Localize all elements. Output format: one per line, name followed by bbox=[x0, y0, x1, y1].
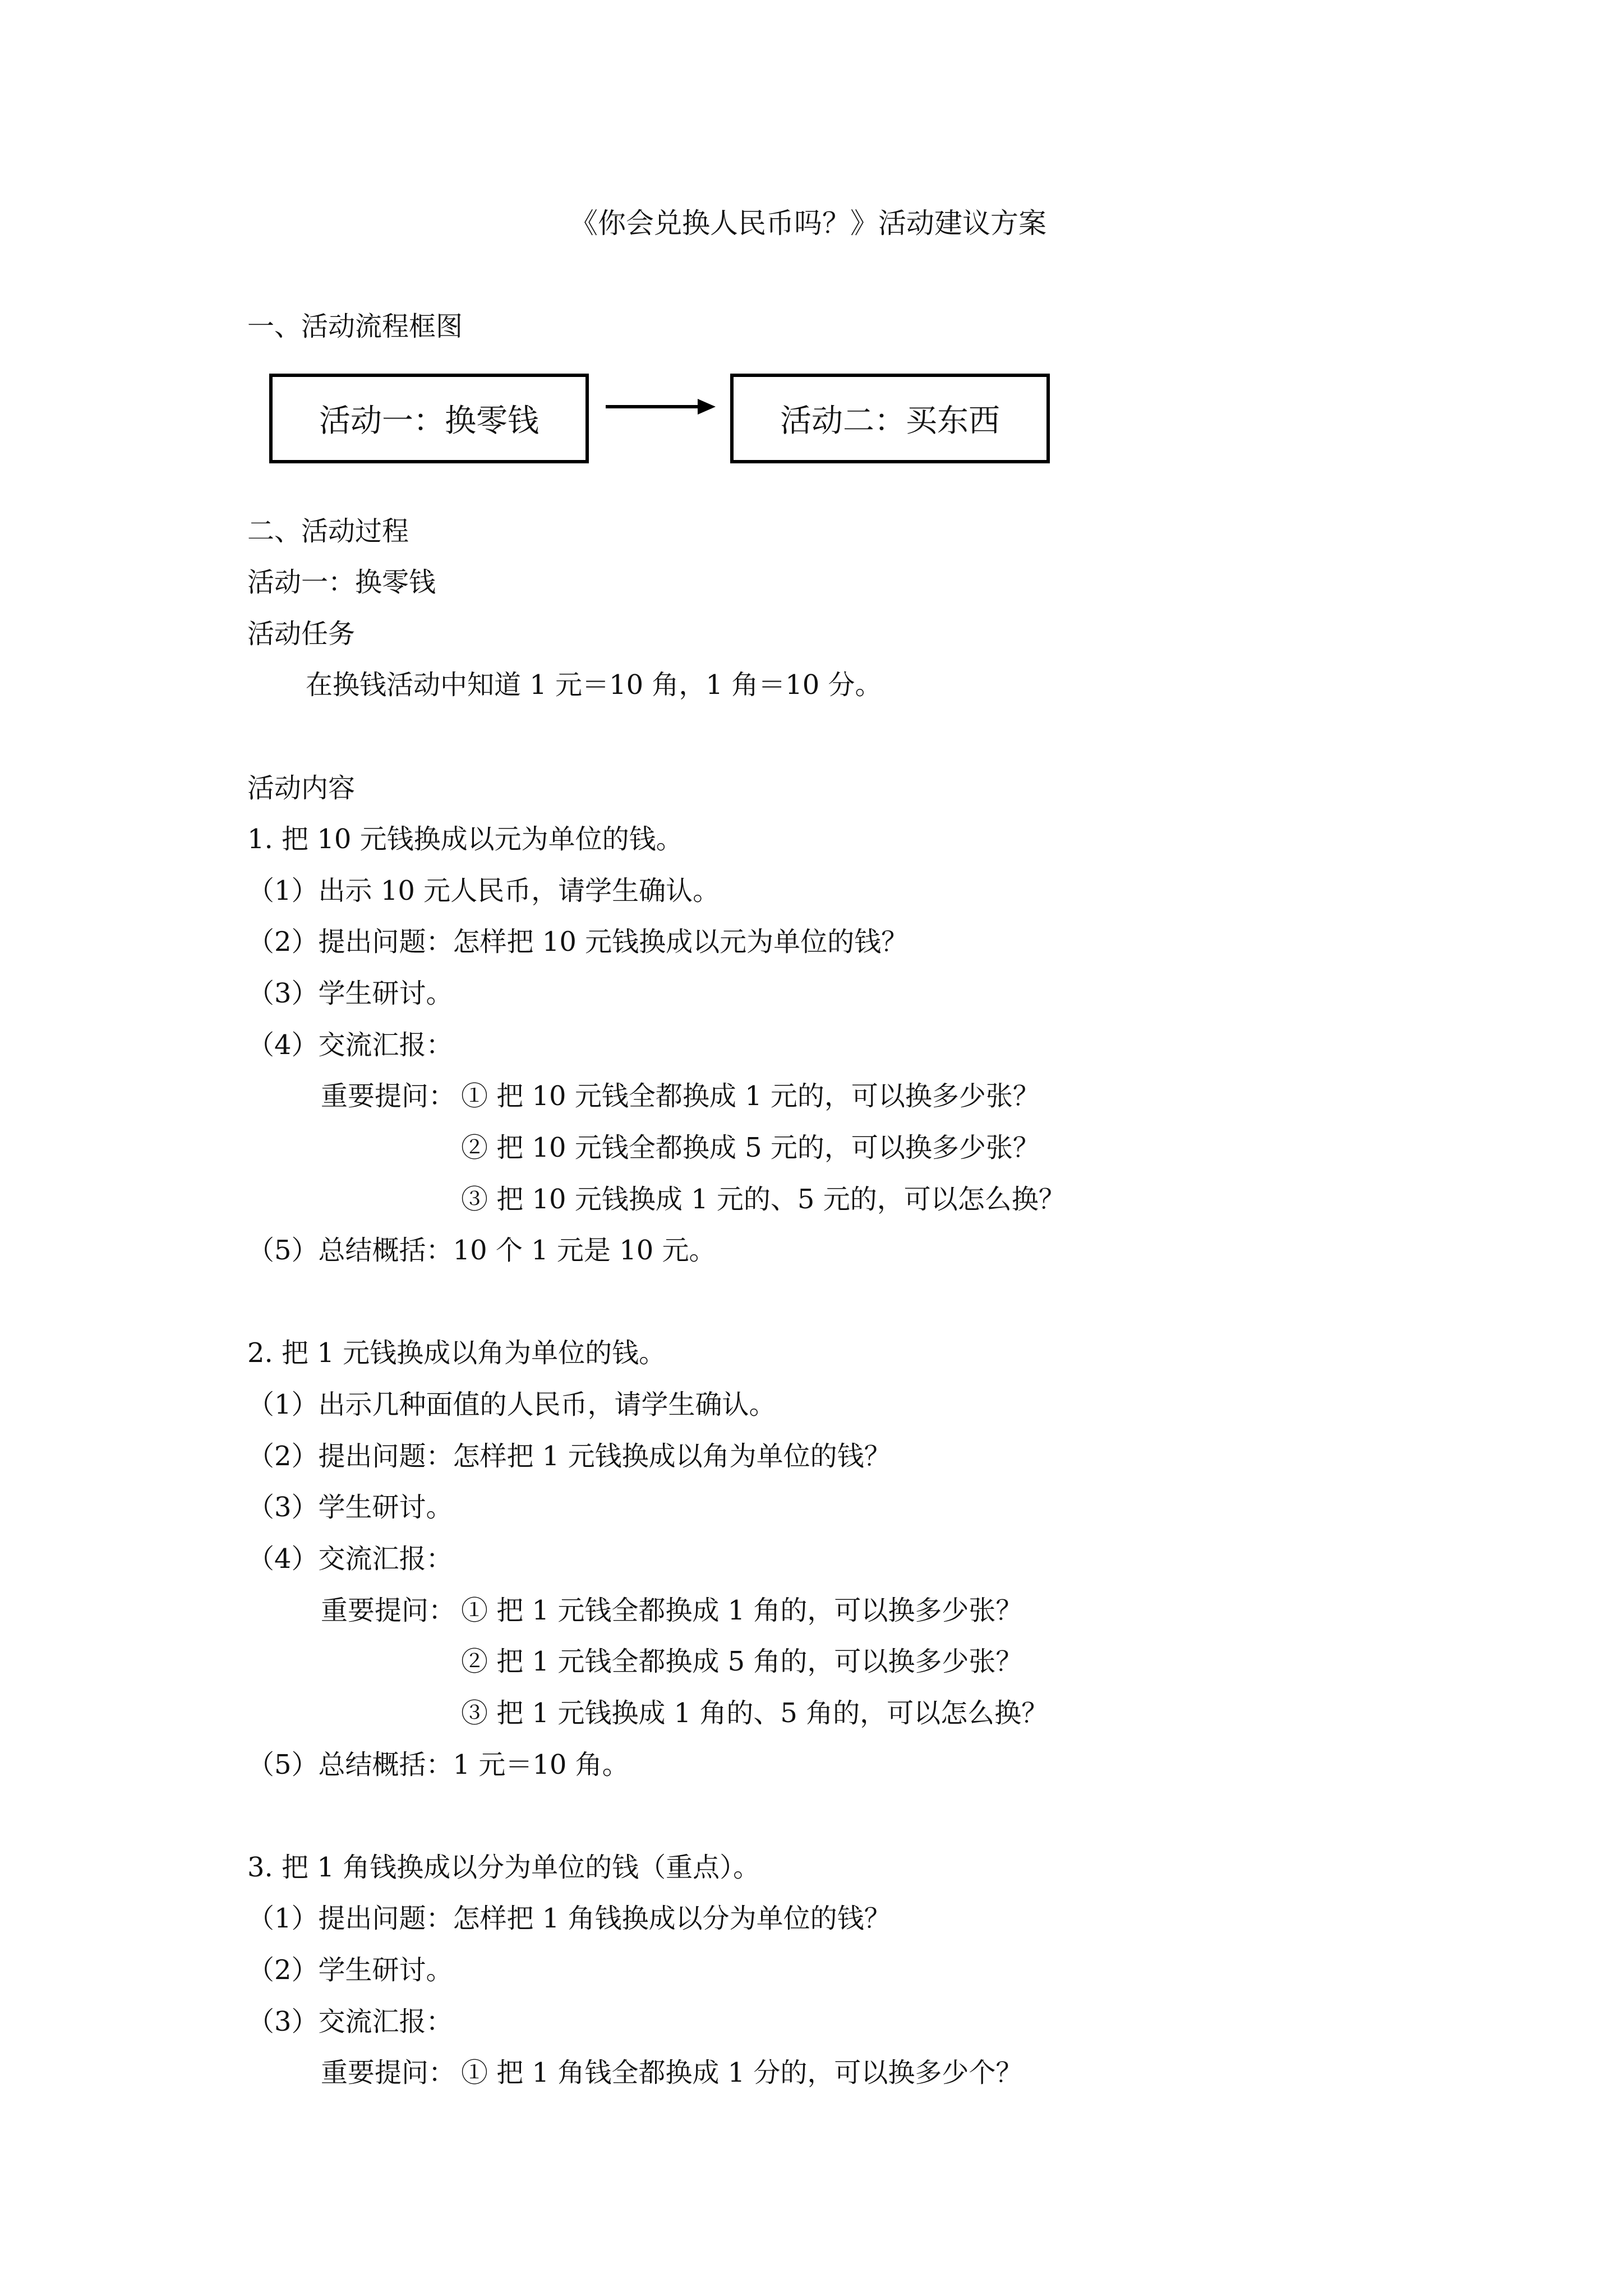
item2-heading: 2. 把 1 元钱换成以角为单位的钱。 bbox=[247, 1337, 666, 1369]
item1-question1: ① 把 10 元钱全都换成 1 元的，可以换多少张？ bbox=[461, 1080, 1040, 1112]
content-label: 活动内容 bbox=[247, 772, 356, 804]
item2-step3: （3）学生研讨。 bbox=[247, 1492, 453, 1523]
item2-question2: ② 把 1 元钱全都换成 5 角的，可以换多少张？ bbox=[461, 1646, 1023, 1677]
flow-arrow-icon bbox=[606, 395, 718, 418]
item1-question-label: 重要提问： bbox=[321, 1080, 456, 1112]
item3-step2: （2）学生研讨。 bbox=[247, 1954, 453, 1986]
flow-box-activity1-label: 活动一：换零钱 bbox=[319, 403, 539, 439]
flow-box-activity2 bbox=[730, 374, 1050, 463]
task-label: 活动任务 bbox=[247, 618, 356, 650]
item1-step4: （4）交流汇报： bbox=[247, 1029, 453, 1061]
item2-step2: （2）提出问题：怎样把 1 元钱换成以角为单位的钱？ bbox=[247, 1441, 891, 1472]
document-title: 《你会兑换人民币吗？》活动建议方案 bbox=[570, 207, 1046, 240]
item2-summary: （5）总结概括：1 元＝10 角。 bbox=[247, 1749, 629, 1780]
item1-step1: （1）出示 10 元人民币，请学生确认。 bbox=[247, 875, 720, 907]
task-text: 在换钱活动中知道 1 元＝10 角，1 角＝10 分。 bbox=[306, 669, 882, 701]
item1-summary: （5）总结概括：10 个 1 元是 10 元。 bbox=[247, 1235, 716, 1266]
item1-heading: 1. 把 10 元钱换成以元为单位的钱。 bbox=[247, 823, 683, 855]
item1-step3: （3）学生研讨。 bbox=[247, 978, 453, 1009]
section2-heading: 二、活动过程 bbox=[247, 516, 409, 547]
flow-box-activity1 bbox=[269, 374, 589, 463]
item2-step4: （4）交流汇报： bbox=[247, 1543, 453, 1575]
item1-question2: ② 把 10 元钱全都换成 5 元的，可以换多少张？ bbox=[461, 1132, 1040, 1163]
item3-question-label: 重要提问： bbox=[321, 2057, 456, 2088]
item3-step3: （3）交流汇报： bbox=[247, 2006, 453, 2037]
item2-question-label: 重要提问： bbox=[321, 1595, 456, 1626]
item2-step1: （1）出示几种面值的人民币，请学生确认。 bbox=[247, 1389, 776, 1420]
section1-heading: 一、活动流程框图 bbox=[247, 311, 463, 342]
item3-step1: （1）提出问题：怎样把 1 角钱换成以分为单位的钱？ bbox=[247, 1903, 891, 1934]
activity1-heading: 活动一：换零钱 bbox=[247, 567, 436, 598]
item2-question3: ③ 把 1 元钱换成 1 角的、5 角的，可以怎么换？ bbox=[461, 1697, 1049, 1729]
item1-question3: ③ 把 10 元钱换成 1 元的、5 元的，可以怎么换？ bbox=[461, 1184, 1066, 1215]
item3-heading: 3. 把 1 角钱换成以分为单位的钱（重点）。 bbox=[247, 1852, 760, 1883]
item1-step2: （2）提出问题：怎样把 10 元钱换成以元为单位的钱？ bbox=[247, 926, 909, 958]
flow-box-activity2-label: 活动二：买东西 bbox=[780, 403, 1000, 439]
item2-question1: ① 把 1 元钱全都换成 1 角的，可以换多少张？ bbox=[461, 1595, 1023, 1626]
item3-question1: ① 把 1 角钱全都换成 1 分的，可以换多少个？ bbox=[461, 2057, 1023, 2088]
